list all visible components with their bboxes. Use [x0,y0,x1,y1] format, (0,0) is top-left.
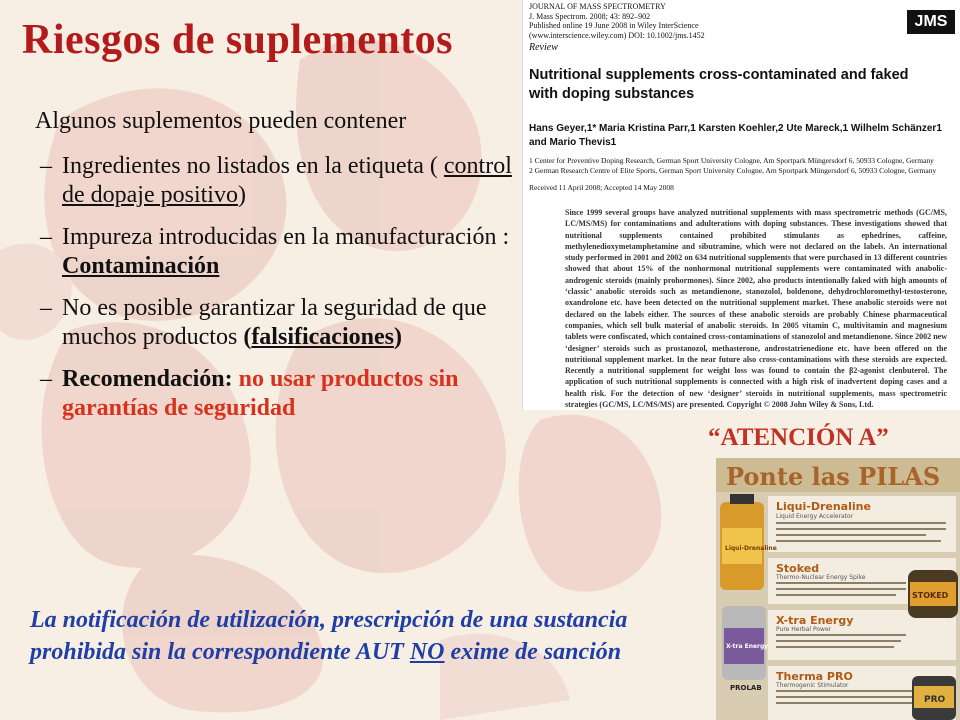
brand-label: PROLAB [730,684,762,692]
product-name: Liqui-Drenaline [776,500,871,513]
article-section: Review [529,42,558,53]
product-name: Therma PRO [776,670,853,683]
bottle-stoked [908,570,958,618]
bullet-underlined: falsificaciones [251,324,394,350]
journal-article-image [522,0,960,410]
dash-marker: – [40,295,52,321]
bullet-text: Impureza introducidas en la manufacturación : [62,224,510,250]
affiliation-2: 2 German Research Centre of Elite Sports, German Sport University Cologne, Am Sportpark Müngersdorf 6, 50933 Cologne, Germany [529,165,937,175]
bullet-item [40,223,520,281]
bottle-label: Liqui-Drenaline [725,545,777,552]
sanction-note [30,604,680,668]
bottle-therma-pro [912,676,956,720]
article-authors: Hans Geyer,1* Maria Kristina Parr,1 Karsten Koehler,2 Ute Mareck,1 Wilhelm Schänzer1 and Mario Thevis1 [529,123,942,148]
bottle-label: PRO [924,695,946,705]
article-received: Received 11 April 2008; Accepted 14 May 2008 [529,183,674,192]
jms-logo: JMS [907,10,955,34]
recommendation-text: no usar productos sin garantías de seguridad [62,366,459,421]
attention-label: “ATENCIÓN A” [708,424,889,451]
article-title: Nutritional supplements cross-contaminated and faked with doping substances [529,67,909,102]
journal-name: JOURNAL OF MASS SPECTROMETRY [529,2,666,11]
product-subtitle: Thermogenic Stimulator [776,682,849,689]
note-text: La notificación de utilización, prescripción de una sustancia prohibida sin la correspondiente AUT [30,607,628,665]
ad-artwork [716,458,960,720]
product-name: Stoked [776,562,820,575]
bullet-item [40,152,520,210]
bullet-item [40,365,520,423]
bullet-underlined: Contaminación [62,253,220,279]
ad-headline: Ponte las PILAS [726,462,941,491]
bullet-list [40,152,520,436]
bottle-xtra-energy [722,606,768,692]
journal-ref: J. Mass Spectrom. 2008; 43: 892–902 [529,11,651,21]
product-subtitle: Pure Herbal Power [776,626,832,633]
bracket-close: ) [393,324,402,350]
article-abstract: Since 1999 several groups have analyzed nutritional supplements with mass spectrometric methods (GC/MS, LC/MS/MS) for contaminations and adulterations with doping substances. These investigations showed that nutritional supplements contained prohibited stimulants as ephedrines, caffeine, methylenedioxymetamphetamine and sibutramine, which were not declared on the labels. An international study performed in 2001 and 2002 on 634 nutritional supplements that were purchased in 13 different countries showed that about 15% of the nonhormonal nutritional supplements were contaminated with anabolic-androgenic steroids (mainly prohormones). Since 2002, also products intentionally faked with high amounts of ‘classic’ anabolic steroids such as metandienone, stanozolol, boldenone, dehydrochloromethyl-testosterone, oxandrolone etc. have been detected on the nutritional supplement market. These anabolic steroids were not declared on the labels either. The sources of these anabolic steroids are probably Chinese pharmaceutical companies, which sell bulk material of anabolic steroids. In 2005 vitamin C, multivitamin and magnesium tablets were confiscated, which contained cross-contaminations of stanozolol and metandienone. Since 2002 new ‘designer’ steroids such as prostanozol, methasterone, androstatrienedione etc. have been offered on the nutritional supplement market. In the near future also cross-contaminations with these steroids are expected. Recently a nutritional supplement for weight loss was found to contain the β2-agonist clenbuterol. The application of such nutritional supplements is connected with a high risk of inadvertent doping cases and a health risk. For the detection of new ‘designer’ steroids in nutritional supplements, mass spectrometric strategies (GC/MS, LC/MS/MS) are presented. Copyright © 2008 John Wiley & Sons, Ltd. [565,208,947,410]
product-name: X-tra Energy [776,614,854,627]
dash-marker: – [40,153,52,179]
product-ad-image [716,458,960,720]
product-subtitle: Liquid Energy Accelerator [776,513,854,520]
dash-marker: – [40,224,52,250]
note-text-end: exime de sanción [444,639,622,665]
recommendation-label: Recomendación: [62,366,233,392]
article-affiliations [529,156,949,175]
intro-text: Algunos suplementos pueden contener [35,108,407,134]
dash-marker: – [40,366,52,392]
bullet-text: No es posible garantizar la seguridad de que muchos productos [62,295,487,350]
bullet-text-end: ) [237,182,246,208]
affiliation-1: 1 Center for Preventive Doping Research, German Sport University Cologne, Am Sportpark Müngersdorf 6, 50933 Cologne, Germany [529,156,934,165]
note-underlined: NO [409,639,445,665]
slide-title: Riesgos de suplementos [22,17,454,63]
product-subtitle: Thermo-Nuclear Energy Spike [776,574,866,581]
journal-header [529,2,705,40]
journal-published: Published online 19 June 2008 in Wiley InterScience [529,21,699,30]
bullet-underlined: control de dopaje positivo [62,153,512,208]
bottle-label: STOKED [912,591,949,600]
bracket-open: ( [243,324,252,350]
journal-doi: (www.interscience.wiley.com) DOI: 10.1002/jms.1452 [529,30,705,40]
bullet-text: Ingredientes no listados en la etiqueta ( [62,153,444,179]
bottle-label: X-tra Energy [726,643,769,650]
bullet-item [40,294,520,352]
